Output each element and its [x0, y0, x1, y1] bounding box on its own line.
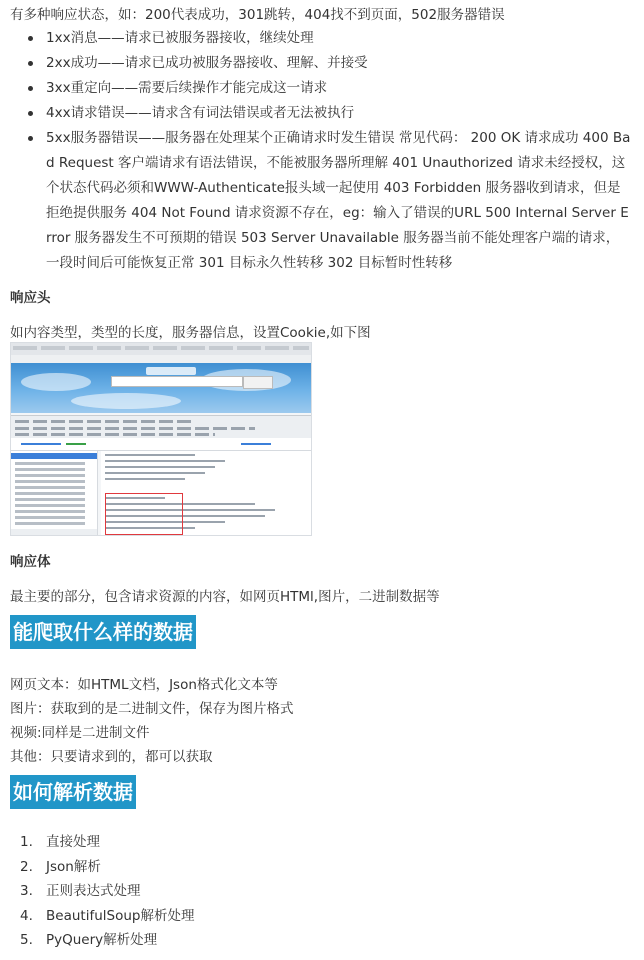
response-body-title: 响应体 [10, 554, 51, 570]
list-item: 3xx重定向——需要后续操作才能完成这一请求 [0, 76, 644, 101]
parse-list [0, 830, 194, 953]
list-number: 3. [20, 883, 33, 899]
list-text: Json解析 [46, 858, 101, 875]
devtools-screenshot [10, 342, 312, 536]
text-line: 图片：获取到的是二进制文件，保存为图片格式 [10, 701, 294, 717]
response-headers-desc: 如内容类型，类型的长度，服务器信息，设置Cookie,如下图 [10, 325, 371, 341]
text-line: 网页文本：如HTML文档，Json格式化文本等 [10, 677, 278, 693]
baidu-logo-icon [146, 367, 196, 375]
list-text: PyQuery解析处理 [46, 932, 158, 948]
list-text: 直接处理 [46, 834, 100, 850]
list-item [0, 855, 194, 880]
response-headers-title: 响应头 [10, 290, 51, 306]
text-line: 视频:同样是二进制文件 [10, 725, 150, 741]
list-text: BeautifulSoup解析处理 [46, 907, 195, 924]
section-heading-parse: 如何解析数据 [10, 775, 136, 809]
list-item: 2xx成功——请求已成功被服务器接收、理解、并接受 [0, 51, 644, 76]
list-number: 4. [20, 907, 33, 924]
list-number: 5. [20, 932, 33, 948]
status-intro: 有多种响应状态，如：200代表成功，301跳转，404找不到页面，502服务器错误 [10, 7, 505, 23]
list-item [0, 830, 194, 855]
list-item: 4xx请求错误——请求含有词法错误或者无法被执行 [0, 101, 644, 126]
response-body-desc: 最主要的部分，包含请求资源的内容，如网页HTMl,图片，二进制数据等 [10, 589, 440, 605]
list-item [0, 879, 194, 904]
text-line: 其他：只要请求到的，都可以获取 [10, 749, 213, 765]
list-number: 1. [20, 834, 33, 850]
list-item: 5xx服务器错误——服务器在处理某个正确请求时发生错误 常见代码： 200 OK 请求成功 400 Bad Request 客户端请求有语法错误，不能被服务器所理解 401 Unauthorized 请求未经授权，这个状态代码必须和WWW-Authenticate报头域一起使用 403 Forbidden 服务器收到请求，但是拒绝提供服务 404 Not Found 请求资源不存在，eg：输入了错误的URL 500 Internal Server Error 服务器发生不可预期的错误 503 Server Unavailable 服务器当前不能处理客户端的请求，一段时间后可能恢复正常 301 目标永久性转移 302 目标暂时性转移 [0, 126, 631, 276]
section-heading-what: 能爬取什么样的数据 [10, 615, 196, 649]
list-item [0, 904, 194, 929]
status-list [0, 26, 644, 276]
list-item: 1xx消息——请求已被服务器接收，继续处理 [0, 26, 644, 51]
list-item [0, 928, 194, 953]
list-number: 2. [20, 858, 33, 875]
list-text: 正则表达式处理 [46, 883, 141, 899]
